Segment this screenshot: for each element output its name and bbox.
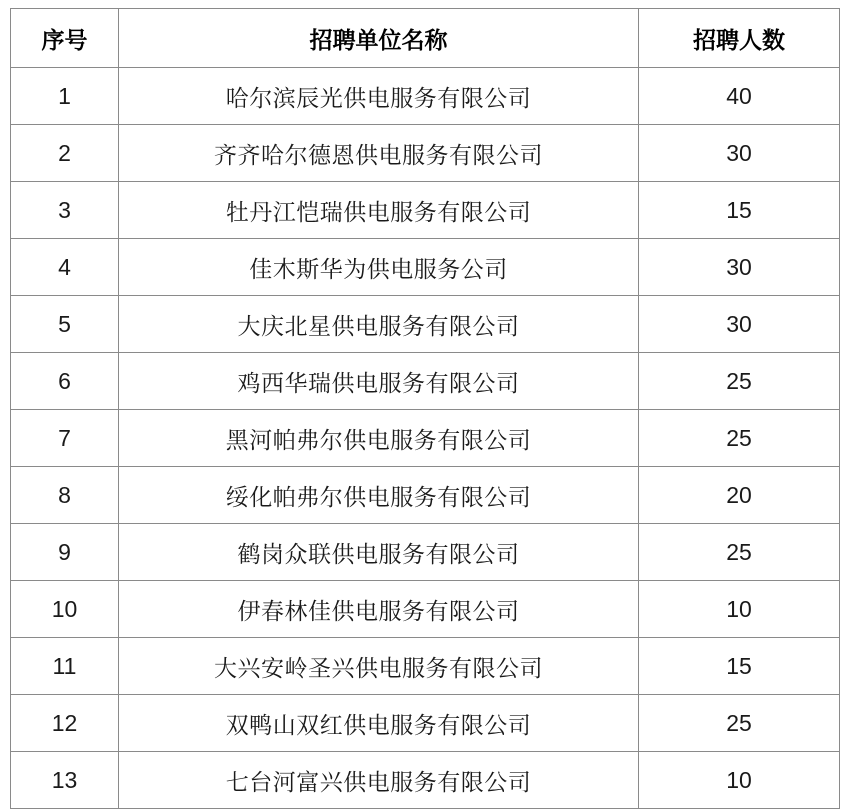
column-header-company-name: 招聘单位名称 xyxy=(119,9,639,68)
table-header-row xyxy=(11,9,840,68)
cell-headcount: 25 xyxy=(639,353,840,410)
table-row xyxy=(11,410,840,467)
column-header-index: 序号 xyxy=(11,9,119,68)
cell-company-name: 齐齐哈尔德恩供电服务有限公司 xyxy=(119,125,639,182)
cell-headcount: 30 xyxy=(639,296,840,353)
cell-company-name: 鸡西华瑞供电服务有限公司 xyxy=(119,353,639,410)
cell-index: 13 xyxy=(11,752,119,809)
cell-company-name: 七台河富兴供电服务有限公司 xyxy=(119,752,639,809)
cell-company-name: 黑河帕弗尔供电服务有限公司 xyxy=(119,410,639,467)
cell-company-name: 双鸭山双红供电服务有限公司 xyxy=(119,695,639,752)
cell-index: 6 xyxy=(11,353,119,410)
cell-index: 1 xyxy=(11,68,119,125)
table-row xyxy=(11,239,840,296)
table-row xyxy=(11,524,840,581)
cell-index: 5 xyxy=(11,296,119,353)
cell-company-name: 哈尔滨辰光供电服务有限公司 xyxy=(119,68,639,125)
table-header xyxy=(11,9,840,68)
recruitment-table xyxy=(10,8,840,809)
cell-headcount: 40 xyxy=(639,68,840,125)
table-row xyxy=(11,296,840,353)
cell-headcount: 25 xyxy=(639,695,840,752)
cell-index: 3 xyxy=(11,182,119,239)
table-row xyxy=(11,638,840,695)
cell-index: 2 xyxy=(11,125,119,182)
table-row xyxy=(11,68,840,125)
cell-index: 11 xyxy=(11,638,119,695)
table-row xyxy=(11,125,840,182)
cell-company-name: 牡丹江恺瑞供电服务有限公司 xyxy=(119,182,639,239)
table-row xyxy=(11,467,840,524)
cell-company-name: 佳木斯华为供电服务公司 xyxy=(119,239,639,296)
cell-headcount: 30 xyxy=(639,125,840,182)
cell-headcount: 25 xyxy=(639,524,840,581)
cell-company-name: 鹤岗众联供电服务有限公司 xyxy=(119,524,639,581)
cell-company-name: 绥化帕弗尔供电服务有限公司 xyxy=(119,467,639,524)
table-row xyxy=(11,581,840,638)
cell-headcount: 25 xyxy=(639,410,840,467)
cell-headcount: 30 xyxy=(639,239,840,296)
cell-headcount: 10 xyxy=(639,752,840,809)
cell-company-name: 大兴安岭圣兴供电服务有限公司 xyxy=(119,638,639,695)
table-row xyxy=(11,353,840,410)
table-row xyxy=(11,752,840,809)
cell-index: 12 xyxy=(11,695,119,752)
table-body xyxy=(11,68,840,809)
cell-index: 8 xyxy=(11,467,119,524)
cell-index: 10 xyxy=(11,581,119,638)
cell-company-name: 大庆北星供电服务有限公司 xyxy=(119,296,639,353)
table-row xyxy=(11,182,840,239)
table-row xyxy=(11,695,840,752)
cell-headcount: 10 xyxy=(639,581,840,638)
column-header-headcount: 招聘人数 xyxy=(639,9,840,68)
cell-index: 4 xyxy=(11,239,119,296)
cell-headcount: 15 xyxy=(639,182,840,239)
cell-index: 7 xyxy=(11,410,119,467)
cell-headcount: 15 xyxy=(639,638,840,695)
cell-headcount: 20 xyxy=(639,467,840,524)
cell-index: 9 xyxy=(11,524,119,581)
cell-company-name: 伊春林佳供电服务有限公司 xyxy=(119,581,639,638)
